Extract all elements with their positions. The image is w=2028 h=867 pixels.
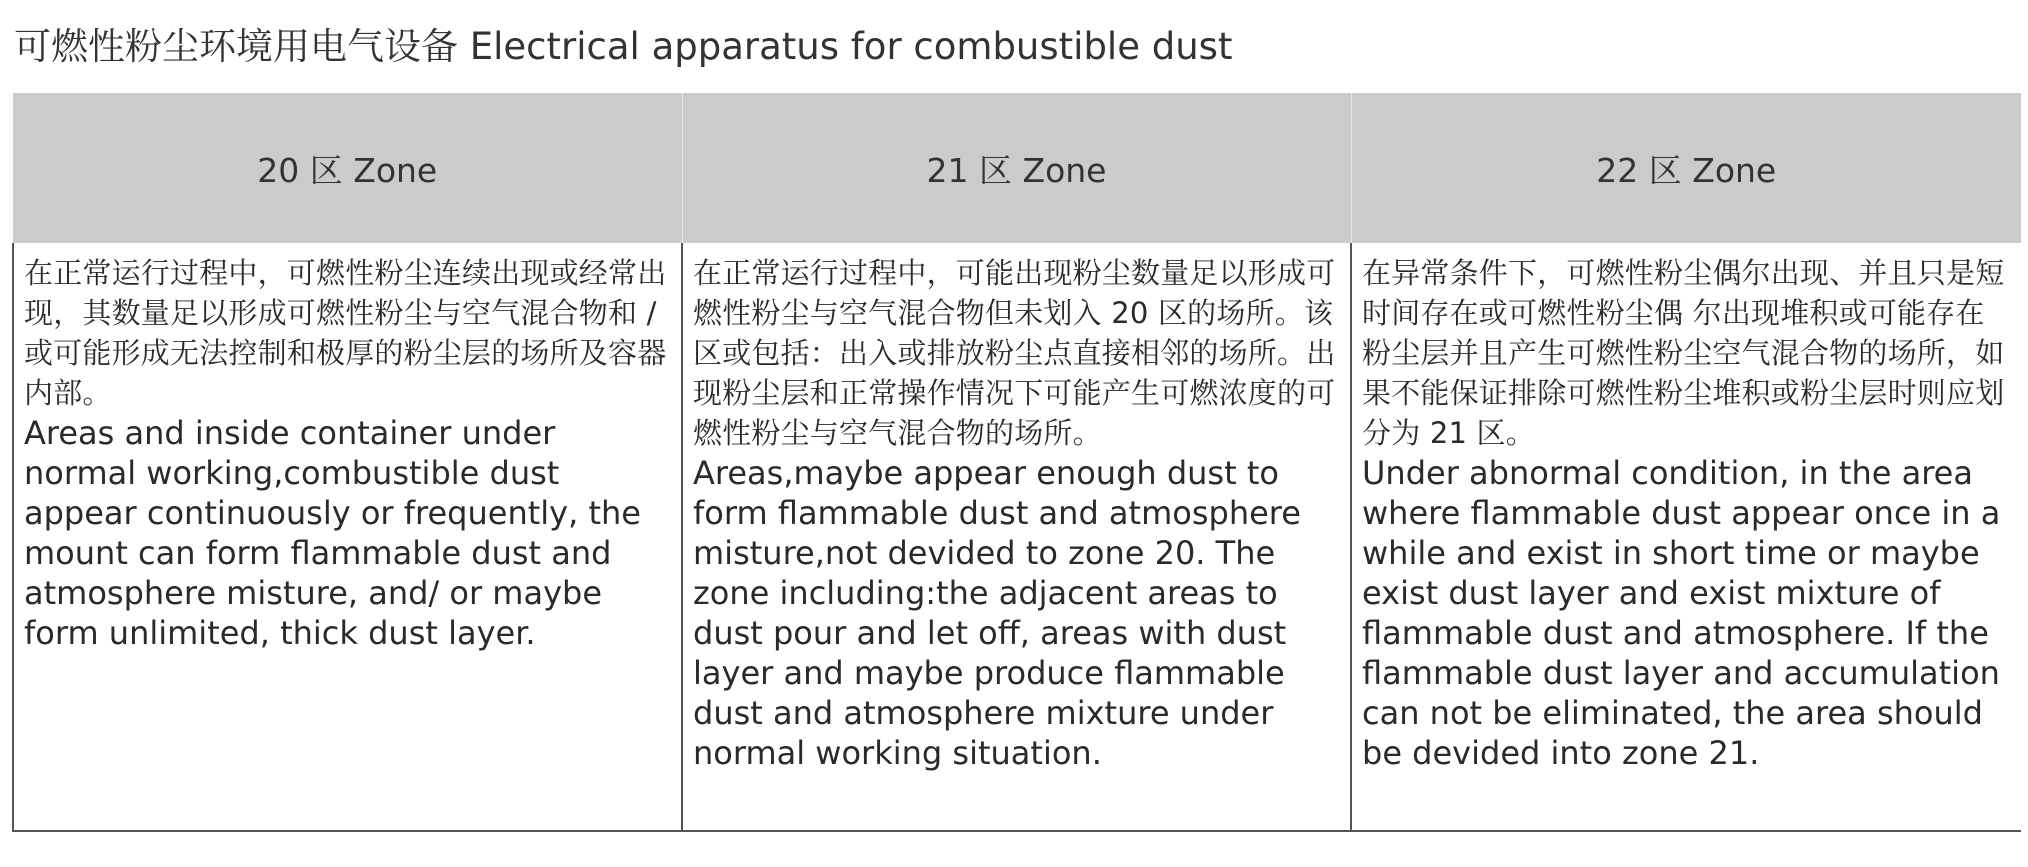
zone-21-header: 21 区 Zone [682,93,1351,243]
zone-22-cell [1351,243,2021,831]
page-title: 可燃性粉尘环境用电气设备 Electrical apparatus for combustible dust [14,25,1233,68]
zone-20-description-en: Areas and inside container under normal working,combustible dust appear continuously or frequently, the mount can form flammable dust and atmosphere misture, and/ or maybe form unlimited, thick dust layer. [24,414,641,652]
table-header-row [13,93,2021,243]
zone-20-cell [13,243,682,831]
zone-22-header: 22 区 Zone [1351,93,2021,243]
zone-table [12,93,2021,832]
zone-22-description-cn: 在异常条件下，可燃性粉尘偶尔出现、并且只是短时间存在或可燃性粉尘偶 尔出现堆积或可能存在粉尘层并且产生可燃性粉尘空气混合物的场所，如果不能保证排除可燃性粉尘堆积或粉尘层时则应划分为 21 区。 [1362,256,2005,450]
zone-22-description-en: Under abnormal condition, in the area where flammable dust appear once in a while and exist in short time or maybe exist dust layer and exist mixture of flammable dust and atmosphere. If the flammable dust layer and accumulation can not be eliminated, the area should be devided into zone 21. [1362,454,2001,772]
table-row [13,243,2021,831]
zone-20-header: 20 区 Zone [13,93,682,243]
zone-21-cell [682,243,1351,831]
zone-21-description-en: Areas,maybe appear enough dust to form flammable dust and atmosphere misture,not devided to zone 20. The zone including:the adjacent areas to dust pour and let off, areas with dust layer and maybe produce flammable dust and atmosphere mixture under normal working situation. [693,454,1301,772]
zone-20-description-cn: 在正常运行过程中，可燃性粉尘连续出现或经常出现，其数量足以形成可燃性粉尘与空气混合物和 / 或可能形成无法控制和极厚的粉尘层的场所及容器内部。 [24,256,667,410]
zone-21-description-cn: 在正常运行过程中，可能出现粉尘数量足以形成可燃性粉尘与空气混合物但未划入 20 区的场所。该区或包括：出入或排放粉尘点直接相邻的场所。出现粉尘层和正常操作情况下可能产生可燃浓度的可燃性粉尘与空气混合物的场所。 [693,256,1336,450]
